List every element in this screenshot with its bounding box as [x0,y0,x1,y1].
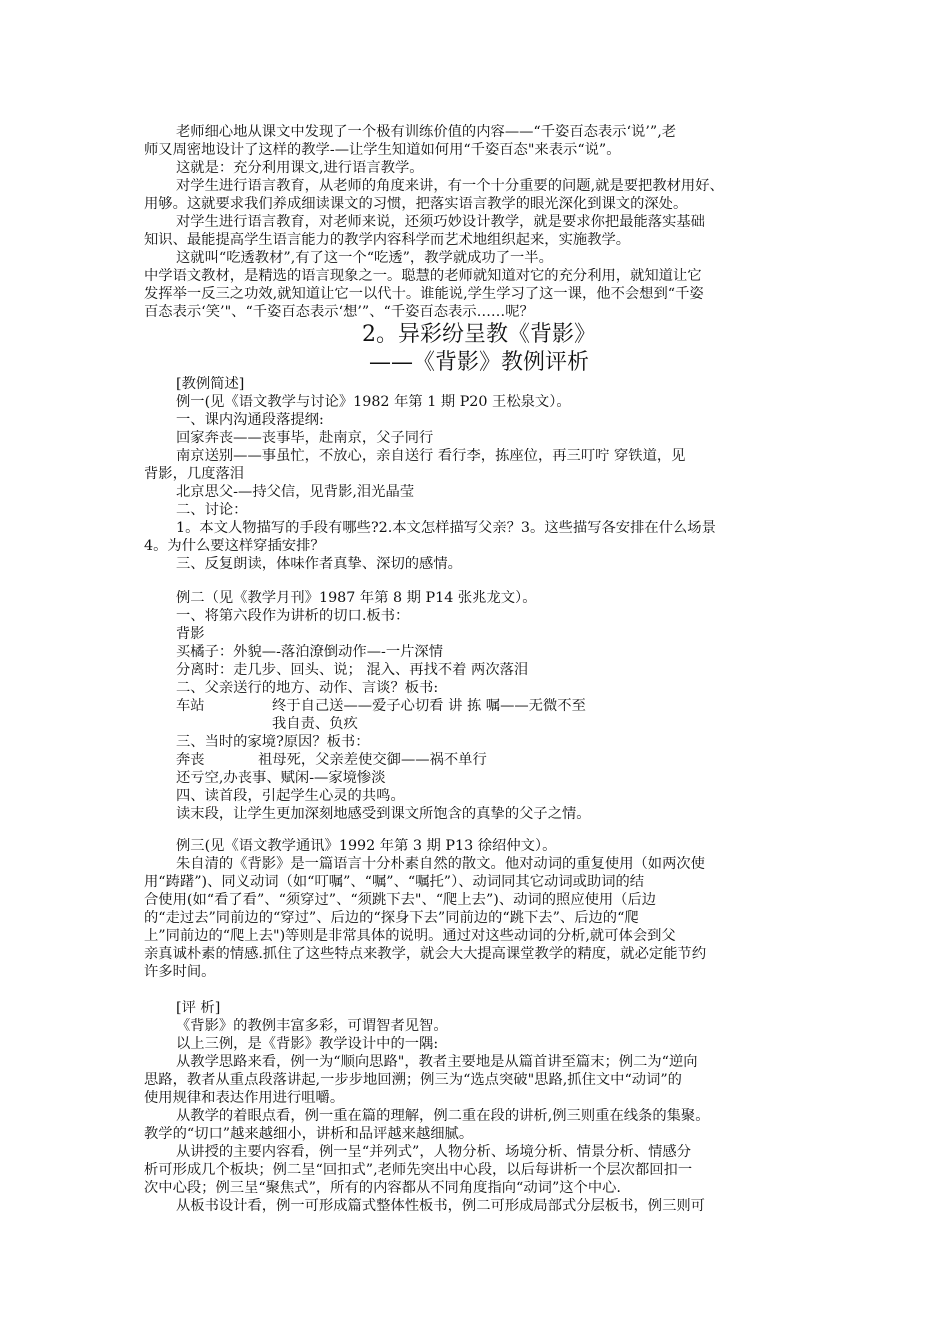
text-line: 读末段，让学生更加深刻地感受到课文所饱含的真挚的父子之情。 [176,806,591,822]
text-line: 发挥举一反三之功效,就知道让它一以代十。谁能说,学生学习了这一课，他不会想到“千姿 [144,286,704,302]
text-line: 以上三例，是《背影》教学设计中的一隅: [176,1036,439,1052]
text-line: 这就叫“吃透教材”,有了这一个“吃透”，教学就成功了一半。 [176,250,553,266]
example-header: 例一(见《语文教学与讨论》1982 年第 1 期 P20 王松泉文）。 [176,394,571,410]
text-line: 思路，教者从重点段落讲起,一步步地回溯；例三为“选点突破"思路,抓住文中“动词”的 [144,1072,682,1088]
text-line: 祖母死，父亲差使交御——祸不单行 [258,752,487,768]
text-line: 背影 [176,626,205,642]
text-line: 1。本文人物描写的手段有哪些?2.本文怎样描写父亲？3。这些描写各安排在什么场景 [176,520,716,536]
text-line: 南京送别——事虽忙，不放心，亲自送行 看行李，拣座位，再三叮咛 穿铁道，见 [176,448,686,464]
text-line: 对学生进行语言教育，从老师的角度来讲，有一个十分重要的问题,就是要把教材用好、 [176,178,724,194]
text-line: 上”同前边的“爬上去")等则是非常具体的说明。通过对这些动词的分析,就可体会到父 [144,928,676,944]
section-label: [评 析] [176,1000,221,1016]
text-line: 背影，几度落泪 [144,466,245,482]
text-line: 使用规律和表达作用进行咀嚼。 [144,1090,345,1106]
text-line: 师又周密地设计了这样的教学-—让学生知道如何用“千姿百态"来表示“说”。 [144,142,621,158]
text-line: 4。为什么要这样穿插安排？ [144,538,325,554]
text-line: 许多时间。 [144,964,216,980]
text-line: 车站 [176,698,205,714]
text-line: 二、讨论： [176,502,248,518]
text-line: 《背影》的教例丰富多彩，可谓智者见智。 [176,1018,448,1034]
text-line: 买橘子：外貌—-落泊潦倒动作—-一片深情 [176,644,444,660]
text-line: 中学语文教材，是精选的语言现象之一。聪慧的老师就知道对它的充分利用，就知道让它 [144,268,702,284]
text-line: 一、将第六段作为讲析的切口.板书： [176,608,410,624]
text-line: 一、课内沟通段落提纲: [176,412,324,428]
text-line: 三、反复朗读，体味作者真挚、深切的感情。 [176,556,462,572]
text-line: 的“走过去”同前边的“穿过”、后边的“探身下去”同前边的“跳下去”、后边的“爬 [144,910,639,926]
text-line: 北京思父-—持父信，见背影,泪光晶莹 [176,484,415,500]
text-line: 朱自清的《背影》是一篇语言十分朴素自然的散文。他对动词的重复使用（如两次使 [176,856,705,872]
text-line: 奔丧 [176,752,205,768]
text-line: 从教学思路来看，例一为“顺向思路"，教者主要地是从篇首讲至篇末；例二为“逆向 [176,1054,698,1070]
text-line: 析可形成几个板块；例二呈“回扣式”,老师先突出中心段，以后每讲析一个层次都回扣一 [144,1162,693,1178]
text-line: 这就是：充分利用课文,进行语言教学。 [176,160,424,176]
text-line: 三、当时的家境?原因？板书： [176,734,370,750]
text-line: 用够。这就要求我们养成细读课文的习惯，把落实语言教学的眼光深化到课文的深处。 [144,196,688,212]
text-line: 回家奔丧——丧事毕，赴南京，父子同行 [176,430,434,446]
section-subtitle: ——《背影》教例评析 [368,350,589,375]
text-line: 从板书设计看，例一可形成篇式整体性板书，例二可形成局部式分层板书，例三则可 [176,1198,705,1214]
text-line: 从讲授的主要内容看，例一呈“并列式”，人物分析、场境分析、情景分析、情感分 [176,1144,692,1160]
text-line: 对学生进行语言教育，对老师来说，还须巧妙设计教学，就是要求你把最能落实基础 [176,214,705,230]
text-line: 教学的“切口”越来越细小，讲析和品评越来越细腻。 [144,1126,474,1142]
example-header: 例二（见《教学月刊》1987 年第 8 期 P14 张兆龙文）。 [176,590,537,606]
text-line: 合使用(如“看了看”、“须穿过”、“须跳下去"、“爬上去”)、动词的照应使用（后边 [144,892,657,908]
text-line: 从教学的着眼点看，例一重在篇的理解，例二重在段的讲析,例三则重在线条的集聚。 [176,1108,710,1124]
section-title: 2。异彩纷呈教《背影》 [362,322,596,347]
text-line: 还亏空,办丧事、赋闲-—家境惨淡 [176,770,386,786]
text-line: 亲真诚朴素的情感.抓住了这些特点来教学，就会大大提高课堂教学的精度，就必定能节约 [144,946,707,962]
text-line: 次中心段；例三呈“聚焦式”，所有的内容都从不同角度指向“动词”这个中心. [144,1180,621,1196]
text-line: 四、读首段，引起学生心灵的共鸣。 [176,788,405,804]
text-line: 二、父亲送行的地方、动作、言谈？板书: [176,680,439,696]
text-line: 百态表示‘笑’"、“千姿百态表示‘想’”、“千姿百态表示……呢？ [144,304,534,320]
section-label: [教例简述] [176,376,245,392]
text-line: 我自责、负疚 [272,716,358,732]
text-line: 终于自己送——爱子心切看 讲 拣 嘱——无微不至 [272,698,586,714]
text-line: 老师细心地从课文中发现了一个极有训练价值的内容——“千姿百态表示‘说’”,老 [176,124,677,140]
example-header: 例三(见《语文教学通讯》1992 年第 3 期 P13 徐绍仲文）。 [176,838,557,854]
text-line: 用“踌躇”)、同义动词（如“叮嘱”、“嘱”、“嘱托”）、动词同其它动词或助词的结 [144,874,645,890]
text-line: 知识、最能提高学生语言能力的教学内容科学而艺术地组织起来，实施教学。 [144,232,631,248]
text-line: 分离时：走几步、回头、说； 混入、再找不着 两次落泪 [176,662,529,678]
